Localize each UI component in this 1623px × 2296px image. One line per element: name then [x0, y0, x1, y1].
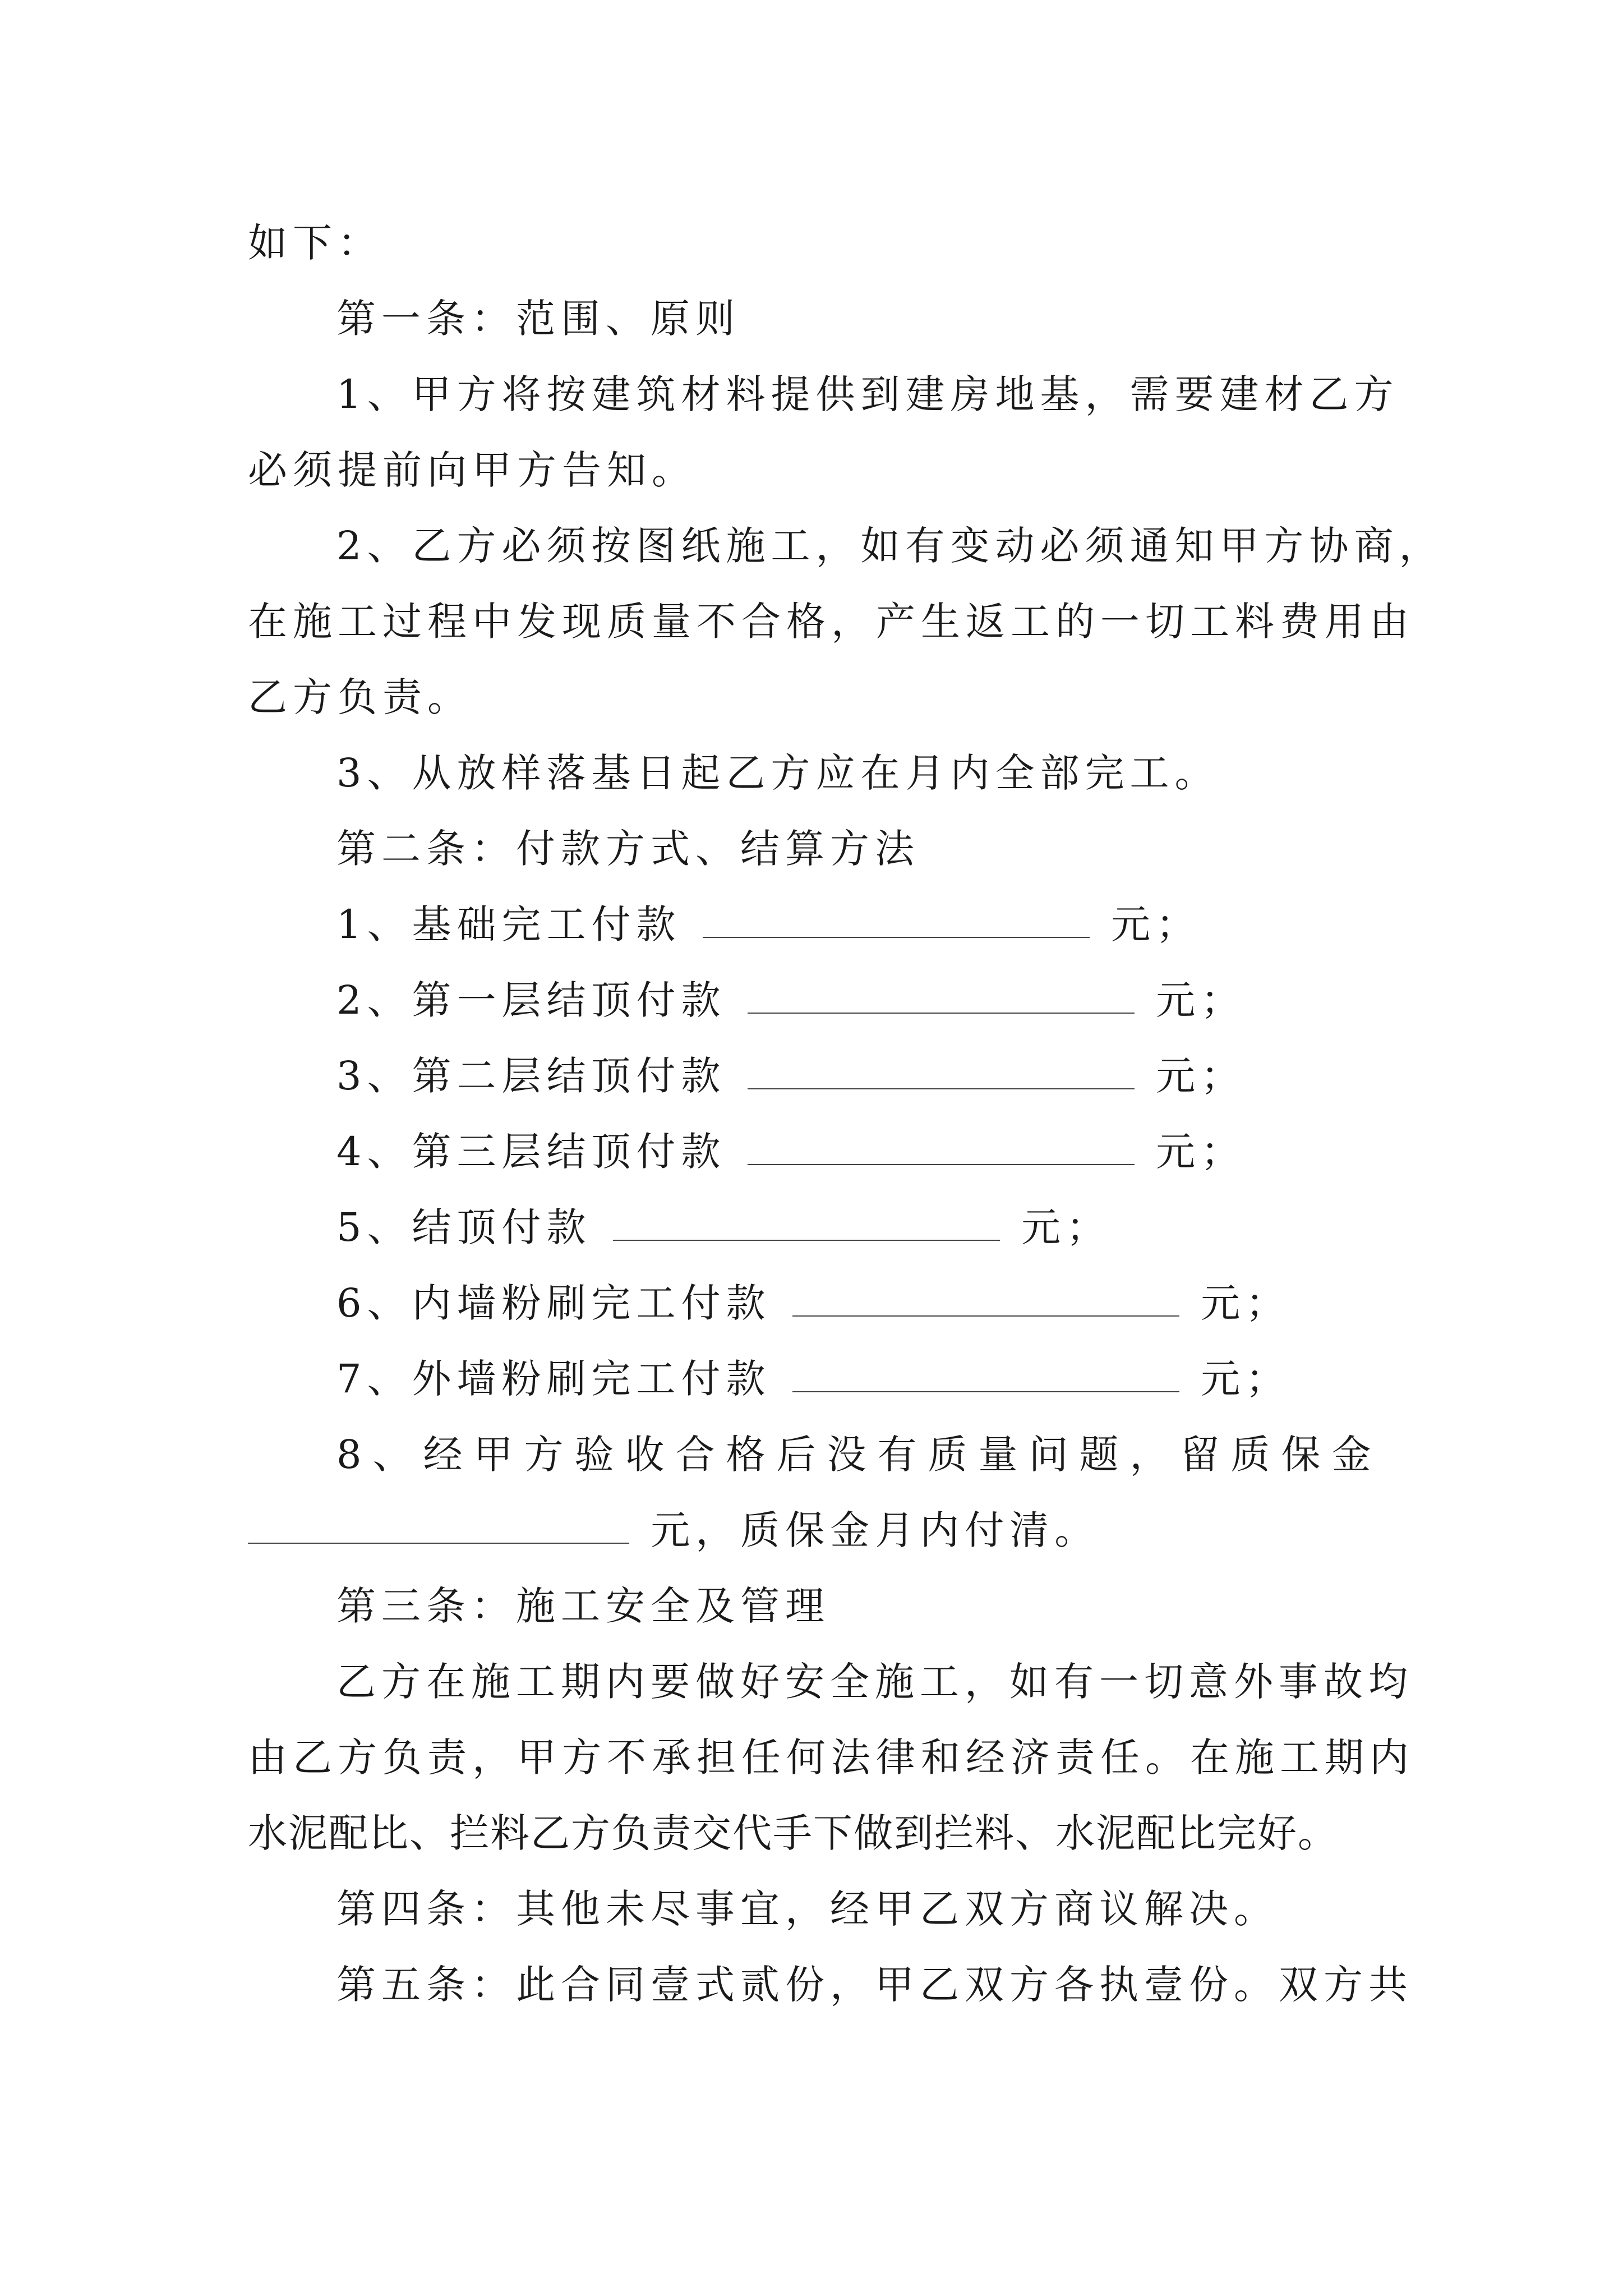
- payment-label: 5、结顶付款: [336, 1204, 592, 1250]
- text-line: 在施工过程中发现质量不合格，产生返工的一切工料费用由: [248, 599, 1414, 645]
- payment-unit: 元；: [1156, 1053, 1246, 1099]
- article-heading: 第五条：此合同壹式贰份，甲乙双方各执壹份。双方共: [336, 1962, 1413, 2008]
- text-line: 乙方在施工期内要做好安全施工，如有一切意外事故均: [336, 1659, 1413, 1705]
- payment-unit: 元；: [1201, 1356, 1291, 1402]
- payment-line: [336, 972, 1246, 1028]
- text-line: 2、乙方必须按图纸施工，如有变动必须通知甲方协商，: [336, 523, 1444, 569]
- text-line: 由乙方负责，甲方不承担任何法律和经济责任。在施工期内: [248, 1734, 1414, 1780]
- text-line: 水泥配比、拦料乙方负责交代手下做到拦料、水泥配比完好。: [248, 1810, 1338, 1856]
- amount-blank: [748, 1056, 1135, 1089]
- amount-blank: [613, 1207, 1000, 1241]
- amount-blank: [792, 1283, 1179, 1317]
- article-heading: 第四条：其他未尽事宜，经甲乙双方商议解决。: [336, 1886, 1279, 1932]
- amount-blank: [748, 1131, 1135, 1165]
- payment-line: [336, 1199, 1111, 1255]
- payment-unit: 元；: [1156, 1129, 1246, 1175]
- text-line: 乙方负责。: [248, 674, 472, 720]
- payment-line: [336, 1275, 1290, 1331]
- article-heading: 第一条：范围、原则: [336, 296, 740, 342]
- payment-unit: 元；: [1201, 1280, 1291, 1326]
- payment-line: [336, 1124, 1246, 1180]
- warranty-suffix: 元，质保金月内付清。: [651, 1507, 1100, 1553]
- amount-blank: [792, 1359, 1179, 1392]
- text-line: 3、从放样落基日起乙方应在月内全部完工。: [336, 750, 1220, 796]
- payment-label: 7、外墙粉刷完工付款: [336, 1356, 771, 1402]
- payment-label: 1、基础完工付款: [336, 901, 681, 947]
- payment-unit: 元；: [1156, 977, 1246, 1023]
- warranty-line: [248, 1502, 1099, 1558]
- amount-blank: [748, 980, 1135, 1014]
- article-heading: 第三条：施工安全及管理: [336, 1583, 830, 1629]
- warranty-line: 8、经甲方验收合格后没有质量问题，留质保金: [336, 1432, 1382, 1478]
- payment-line: [336, 1351, 1290, 1407]
- payment-label: 4、第三层结顶付款: [336, 1129, 726, 1175]
- payment-label: 2、第一层结顶付款: [336, 977, 726, 1023]
- text-line: 必须提前向甲方告知。: [248, 447, 697, 493]
- article-heading: 第二条：付款方式、结算方法: [336, 826, 920, 872]
- text-line: 如下：: [248, 220, 382, 266]
- payment-unit: 元；: [1111, 901, 1201, 947]
- payment-line: [336, 896, 1201, 953]
- text-line: 1、甲方将按建筑材料提供到建房地基，需要建材乙方: [336, 371, 1399, 417]
- payment-line: [336, 1048, 1246, 1104]
- payment-label: 3、第二层结顶付款: [336, 1053, 726, 1099]
- amount-blank: [703, 904, 1090, 938]
- payment-unit: 元；: [1021, 1204, 1112, 1250]
- amount-blank: [248, 1510, 629, 1544]
- payment-label: 6、内墙粉刷完工付款: [336, 1280, 771, 1326]
